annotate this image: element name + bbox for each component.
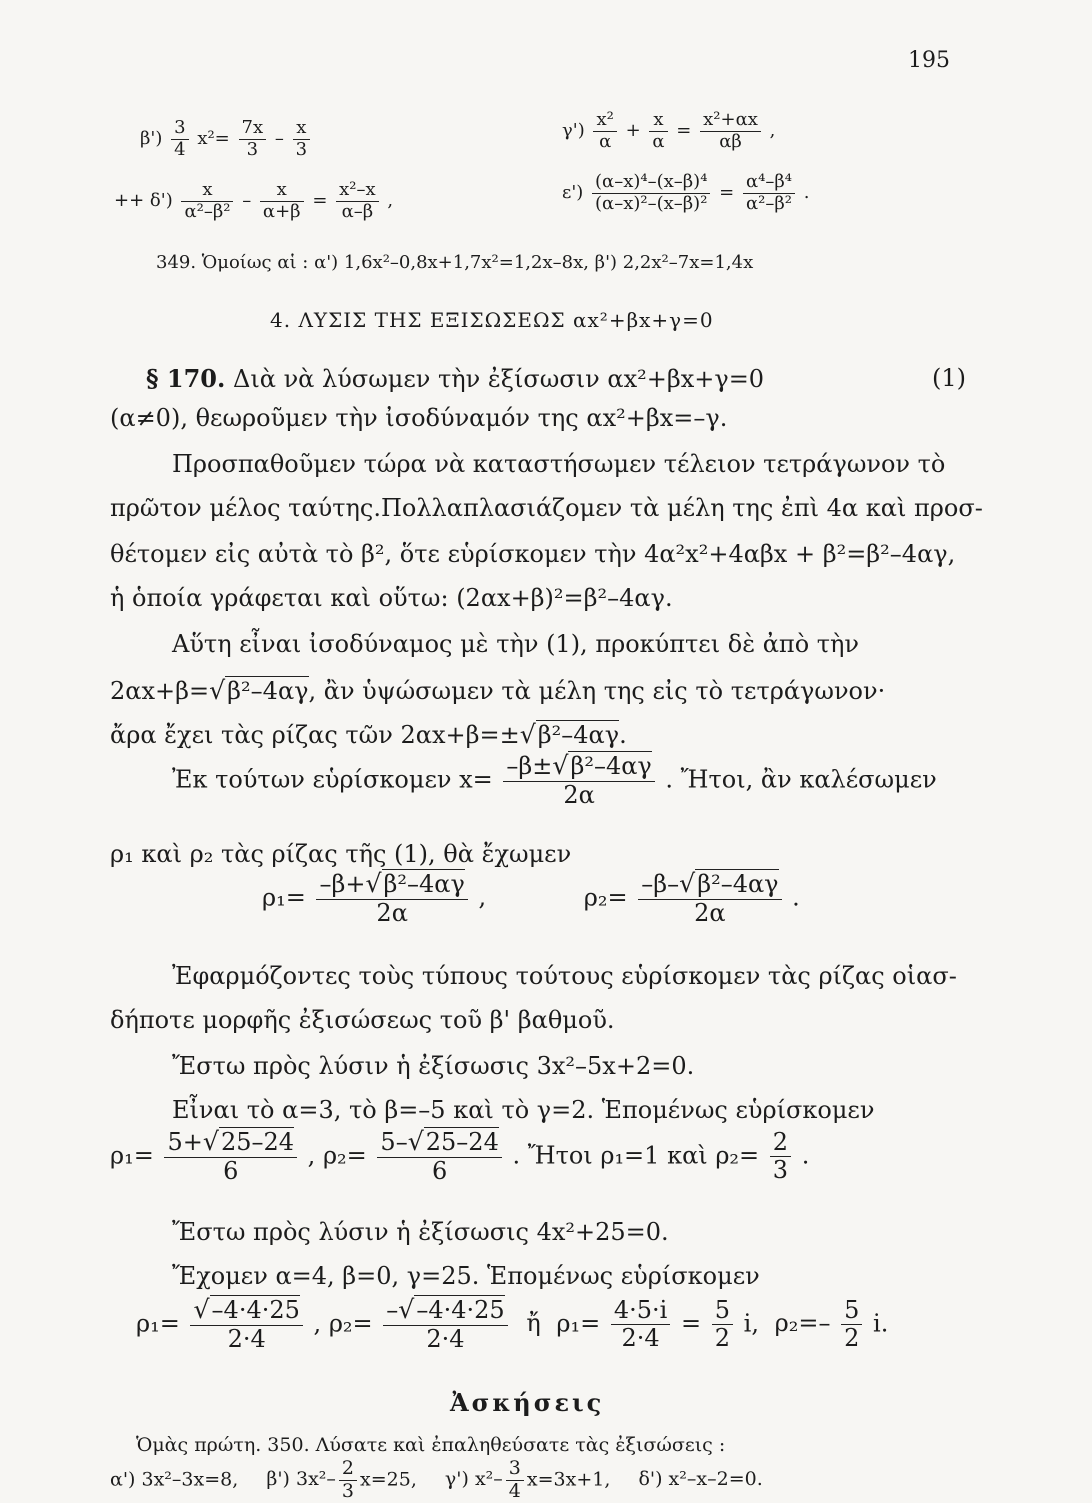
numerator-prefix: 5– <box>380 1128 408 1156</box>
radical-sign: √ <box>193 1295 210 1324</box>
denominator: α–β <box>341 200 374 222</box>
text: Ἐκ τούτων εὑρίσκομεν x= <box>172 765 493 794</box>
denominator: 6 <box>431 1156 448 1185</box>
fraction <box>649 110 667 152</box>
denominator: 2α <box>376 898 408 927</box>
text: i, <box>743 1309 759 1338</box>
root2-fraction <box>377 1128 501 1186</box>
denominator: α²–β² <box>184 200 231 222</box>
radicand: 25–24 <box>220 1128 295 1156</box>
fraction <box>611 1297 670 1353</box>
radicand: β²–4αγ <box>697 870 779 898</box>
numerator <box>638 870 781 900</box>
denominator: 3 <box>295 138 308 160</box>
fraction <box>841 1297 862 1353</box>
paragraph-170-line-6: ἡ ὁποία γράφεται καὶ οὕτω: (2αx+β)²=β²–4αγ. <box>110 584 673 612</box>
text: . <box>803 182 810 204</box>
paragraph-170-line-5: θέτομεν εἰς αὐτὰ τὸ β², ὅτε εὑρίσκομεν τὴν 4α²x²+4αβx + β²=β²–4αγ, <box>110 540 956 568</box>
item-g-start: γ') x²– <box>444 1468 503 1491</box>
text: ρ₁= <box>556 1309 601 1338</box>
example-1-line-2: Εἶναι τὸ α=3, τὸ β=–5 καὶ τὸ γ=2. Ἑπομένως εὑρίσκομεν <box>172 1096 875 1124</box>
denominator: 2·4 <box>227 1324 266 1353</box>
numerator: x²–x <box>336 180 379 202</box>
paragraph-170-line-13: δήποτε μορφῆς ἐξισώσεως τοῦ β' βαθμοῦ. <box>110 1006 615 1034</box>
operator: = <box>676 120 692 142</box>
section-heading: 4. ΛΥΣΙΣ ΤΗΣ ΕΞΙΣΩΣΕΩΣ αx²+βx+γ=0 <box>270 308 714 332</box>
denominator: α <box>652 130 665 152</box>
numerator-prefix: – <box>386 1296 399 1324</box>
fraction <box>743 172 795 214</box>
item-g-end: x=3x+1, <box>526 1468 611 1491</box>
label: ε') <box>562 182 584 204</box>
numerator: 2 <box>770 1129 791 1158</box>
numerator <box>164 1128 297 1158</box>
separator: , <box>478 883 487 912</box>
text: ρ₂= <box>322 1141 367 1170</box>
handwritten-mark: ++ <box>114 190 145 212</box>
rho2-fraction <box>638 870 781 928</box>
numerator: 2 <box>339 1458 357 1481</box>
root1-fraction <box>164 1128 297 1186</box>
text: , ἂν ὑψώσωμεν τὰ μέλη της εἰς τὸ τετράγωνον· <box>308 677 886 705</box>
operator: + <box>625 120 641 142</box>
exercise-350-intro: Ὁμὰς πρώτη. 350. Λύσατε καὶ ἐπαληθεύσατε τὰς ἐξισώσεις : <box>136 1434 726 1456</box>
numerator <box>190 1296 302 1326</box>
numerator: x²+αx <box>700 110 761 132</box>
fraction <box>700 110 761 152</box>
exercise-348-b <box>140 118 313 160</box>
denominator: 3 <box>246 138 259 160</box>
separator: , <box>313 1309 322 1338</box>
rho-formulas <box>262 870 800 928</box>
rho1-fraction <box>316 870 467 928</box>
item-b-start: β') 3x²– <box>266 1468 336 1491</box>
denominator: α²–β² <box>745 192 792 214</box>
denominator: 2α <box>563 780 595 809</box>
denominator: 3 <box>341 1479 355 1502</box>
fraction <box>260 180 304 222</box>
operator: – <box>242 190 252 212</box>
paragraph-170-line-1 <box>146 364 966 393</box>
section-number: § 170. <box>146 364 226 393</box>
numerator: (α–x)⁴–(x–β)⁴ <box>592 172 710 194</box>
page-number: 195 <box>908 48 950 73</box>
text: . <box>619 721 627 749</box>
radical-sign: √ <box>365 869 382 898</box>
example-2-line-1: Ἔστω πρὸς λύσιν ἡ ἐξίσωσις 4x²+25=0. <box>172 1218 669 1246</box>
exercises-heading: Ἀσκήσεις <box>450 1388 605 1417</box>
text: ρ₁= <box>262 883 306 912</box>
radical-sign: √ <box>202 1127 219 1156</box>
radical-sign: √ <box>398 1295 415 1324</box>
text: , <box>769 120 776 142</box>
paragraph-170-line-9 <box>110 720 627 749</box>
text: Διὰ νὰ λύσωμεν τὴν ἐξίσωσιν αx²+βx+γ=0 <box>233 365 765 393</box>
radicand: 25–24 <box>425 1128 499 1156</box>
label: β') <box>140 128 163 150</box>
numerator-prefix: –β– <box>641 870 680 898</box>
denominator: 2α <box>694 898 726 927</box>
text: . Ἤτοι ρ₁=1 καὶ ρ₂= <box>512 1141 760 1170</box>
text: 2αx+β= <box>110 677 210 705</box>
example-1-roots <box>110 1128 809 1186</box>
radicand: β²–4αγ <box>383 870 465 898</box>
exercise-350-items <box>110 1458 763 1503</box>
denominator: α <box>599 130 612 152</box>
numerator: 5 <box>841 1297 862 1326</box>
fraction <box>171 118 188 160</box>
example-2-line-2: Ἔχομεν α=4, β=0, γ=25. Ἑπομένως εὑρίσκομεν <box>172 1262 760 1290</box>
radical-sign: √ <box>209 676 226 705</box>
fraction <box>506 1458 524 1503</box>
numerator: x <box>260 180 304 202</box>
paragraph-170-line-12: Ἐφαρμόζοντες τοὺς τύπους τούτους εὑρίσκομεν τὰς ρίζας οἱασ- <box>172 962 957 990</box>
paragraph-170-line-3: Προσπαθοῦμεν τώρα νὰ καταστήσωμεν τέλειον τετράγωνον τὸ <box>172 450 946 478</box>
paragraph-170-line-2: (α≠0), θεωροῦμεν τὴν ἰσοδύναμόν της αx²+βx=–γ. <box>110 404 728 432</box>
denominator: 6 <box>223 1156 239 1185</box>
numerator: 5 <box>712 1297 733 1326</box>
text: ἤ <box>526 1309 541 1338</box>
text: ἄρα ἔχει τὰς ρίζας τῶν 2αx+β=± <box>110 721 520 749</box>
radical-sign: √ <box>552 751 569 780</box>
denominator: α+β <box>262 200 301 222</box>
radicand: β²–4αγ <box>227 677 309 705</box>
example-1-line-1: Ἔστω πρὸς λύσιν ἡ ἐξίσωσις 3x²–5x+2=0. <box>172 1052 695 1080</box>
radicand: –4·4·25 <box>211 1296 300 1324</box>
numerator: x <box>649 110 667 132</box>
numerator: x² <box>593 110 616 132</box>
operator: = <box>680 1309 702 1338</box>
numerator <box>383 1296 507 1326</box>
exercise-348-g <box>562 110 775 152</box>
numerator: x <box>181 180 233 202</box>
denominator: (α–x)²–(x–β)² <box>595 192 708 214</box>
text: . <box>792 883 800 912</box>
fraction <box>339 1458 357 1503</box>
paragraph-170-line-7: Αὕτη εἶναι ἰσοδύναμος μὲ τὴν (1), προκύπτει δὲ ἀπὸ τὴν <box>172 630 860 658</box>
numerator <box>503 752 654 782</box>
numerator: 3 <box>171 118 188 140</box>
denominator: 4 <box>174 138 186 160</box>
text: , <box>387 190 394 212</box>
label: γ') <box>562 120 585 142</box>
text: i. <box>873 1309 889 1338</box>
paragraph-170-line-4: πρῶτον μέλος ταύτης.Πολλαπλασιάζομεν τὰ μέλη της ἐπὶ 4α καὶ προσ- <box>110 494 983 522</box>
paragraph-170-line-11: ρ₁ καὶ ρ₂ τὰς ρίζας τῆς (1), θὰ ἔχωμεν <box>110 840 572 868</box>
text: ρ₁= <box>110 1141 154 1170</box>
text: . Ἤτοι, ἂν καλέσωμεν <box>665 765 937 794</box>
fraction <box>712 1297 733 1353</box>
exercise-348-e <box>562 172 809 214</box>
item-a: α') 3x²–3x=8, <box>110 1468 239 1491</box>
fraction <box>770 1129 791 1185</box>
fraction <box>336 180 379 222</box>
separator: , <box>307 1141 316 1170</box>
numerator-prefix: 5+ <box>167 1128 203 1156</box>
radical-sign: √ <box>679 869 696 898</box>
operator: – <box>274 128 284 150</box>
radical-sign: √ <box>519 720 536 749</box>
item-b-end: x=25, <box>360 1468 417 1491</box>
fraction <box>181 180 233 222</box>
denominator: 4 <box>508 1479 521 1502</box>
root2-fraction <box>383 1296 507 1354</box>
numerator <box>377 1128 501 1158</box>
text: x²= <box>197 128 230 150</box>
paragraph-170-line-8 <box>110 676 885 705</box>
operator: = <box>719 182 735 204</box>
text: ρ₂=– <box>774 1309 831 1338</box>
label: δ') <box>149 190 173 212</box>
fraction <box>239 118 267 160</box>
fraction <box>593 110 616 152</box>
numerator: x <box>293 118 310 140</box>
equation-number: (1) <box>932 364 966 392</box>
radicand: –4·4·25 <box>416 1296 505 1324</box>
denominator: 2·4 <box>426 1324 465 1353</box>
item-d: δ') x²–x–2=0. <box>638 1468 763 1491</box>
text: . <box>801 1141 810 1170</box>
denominator: αβ <box>719 130 742 152</box>
numerator-prefix: –β+ <box>319 870 366 898</box>
numerator: 4·5·i <box>611 1297 670 1326</box>
exercise-348-d <box>114 180 393 222</box>
denominator: 2·4 <box>621 1324 660 1353</box>
numerator: α⁴–β⁴ <box>743 172 795 194</box>
radicand: β²–4αγ <box>537 721 620 749</box>
fraction <box>592 172 710 214</box>
numerator: 3 <box>506 1458 524 1481</box>
fraction <box>293 118 310 160</box>
root1-fraction <box>190 1296 302 1354</box>
text: ρ₂= <box>328 1309 373 1338</box>
root-formula-fraction <box>503 752 654 810</box>
operator: = <box>312 190 328 212</box>
denominator: 2 <box>714 1324 731 1353</box>
text: ρ₁= <box>136 1309 180 1338</box>
numerator-prefix: –β± <box>506 752 553 780</box>
example-2-roots <box>136 1296 888 1354</box>
exercise-349: 349. Ὁμοίως αἱ : α') 1,6x²–0,8x+1,7x²=1,2x–8x, β') 2,2x²–7x=1,4x <box>156 252 754 273</box>
paragraph-170-line-10 <box>172 752 937 810</box>
numerator <box>316 870 467 900</box>
radical-sign: √ <box>407 1127 424 1156</box>
radicand: β²–4αγ <box>570 752 652 780</box>
denominator: 3 <box>772 1156 789 1185</box>
numerator: 7x <box>239 118 267 140</box>
denominator: 2 <box>844 1324 860 1353</box>
text: ρ₂= <box>583 883 628 912</box>
